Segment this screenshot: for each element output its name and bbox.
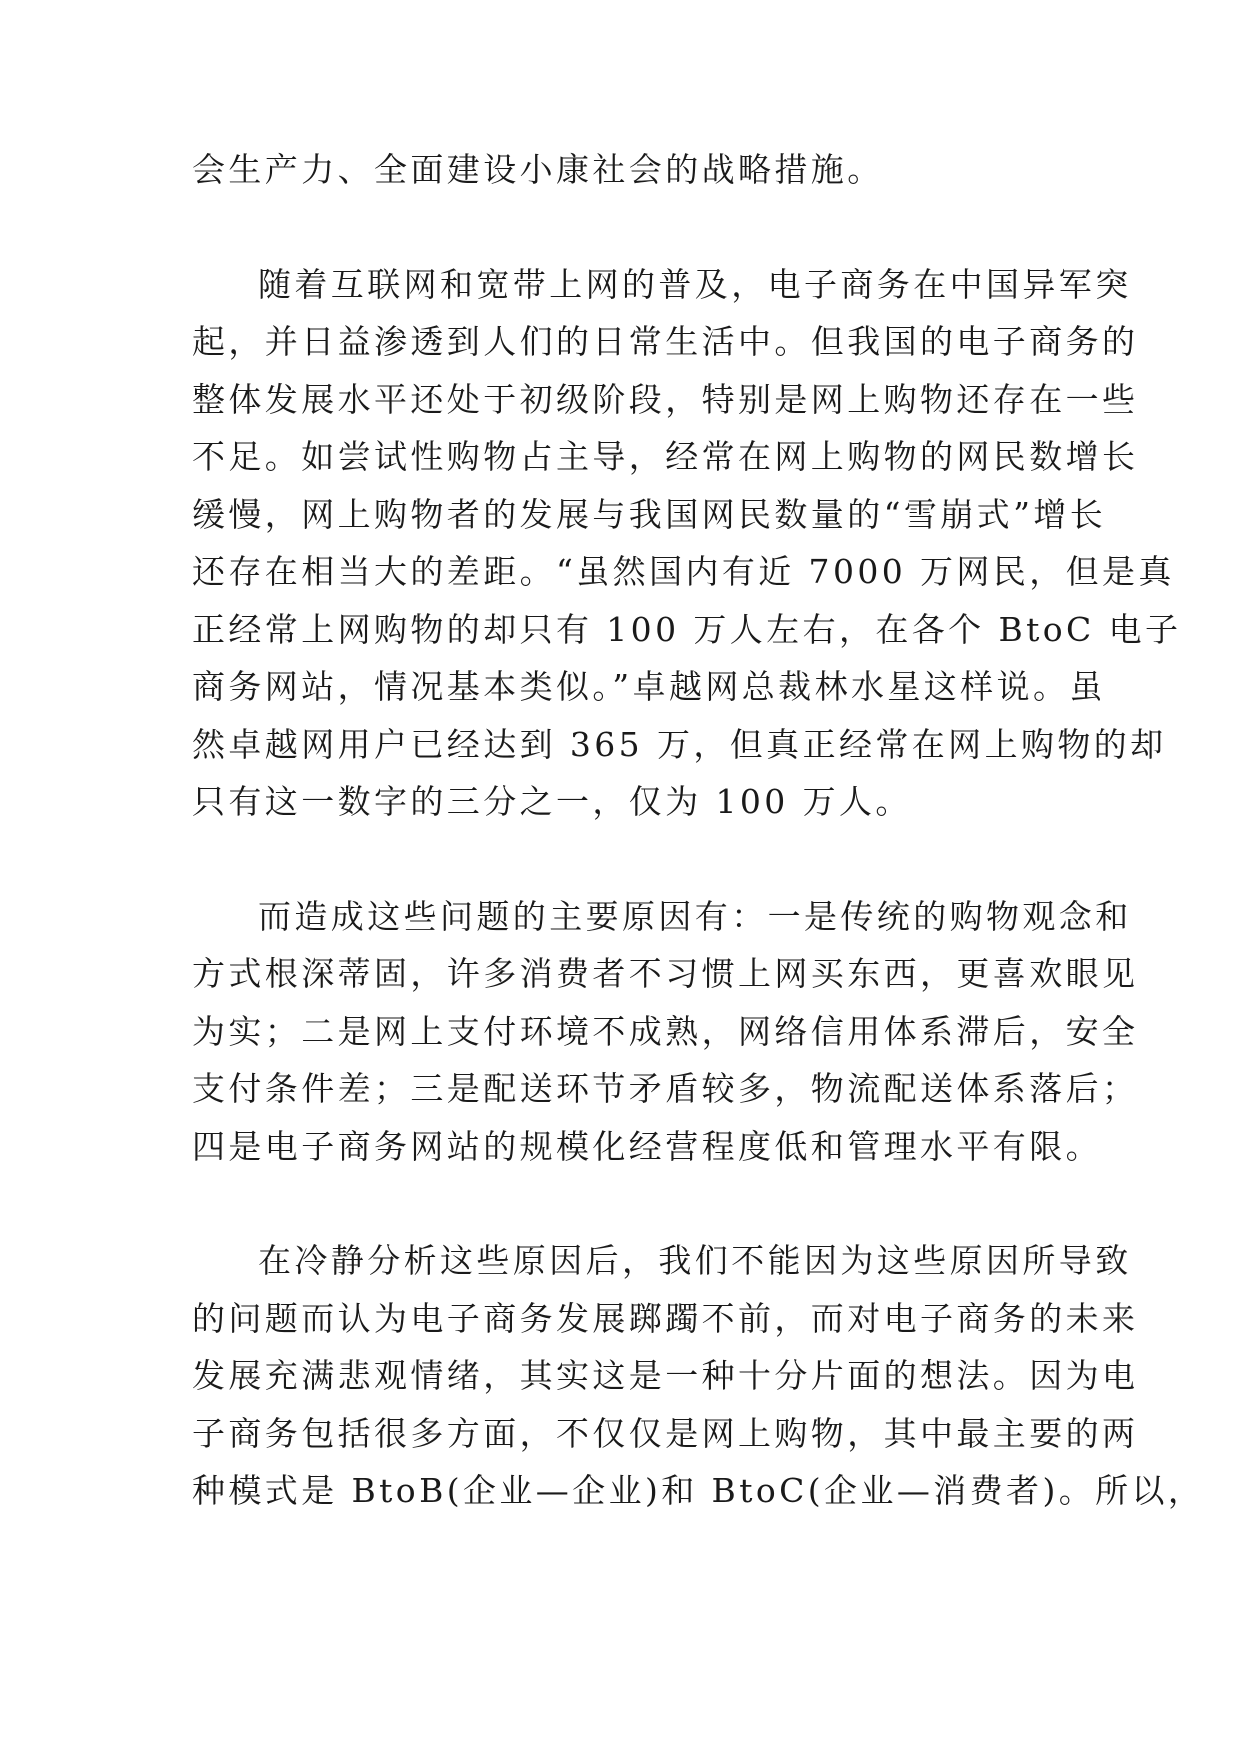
text-line: 支付条件差；三是配送环节矛盾较多，物流配送体系落后；: [192, 1069, 1139, 1108]
text-line: 而造成这些问题的主要原因有：一是传统的购物观念和: [258, 896, 1132, 936]
text-line: 在冷静分析这些原因后，我们不能因为这些原因所导致: [258, 1241, 1132, 1280]
document-page: [192, 150, 1205, 1529]
text-line: 只有这一数字的三分之一，仅为 100 万人。: [192, 782, 912, 821]
text-line: 会生产力、全面建设小康社会的战略措施。: [192, 150, 884, 189]
text-line: 子商务包括很多方面，不仅仅是网上购物，其中最主要的两: [192, 1413, 1139, 1453]
paragraph-3: [192, 896, 1139, 1167]
text-line: 为实；二是网上支付环境不成熟，网络信用体系滞后，安全: [192, 1011, 1139, 1051]
text-line: 随着互联网和宽带上网的普及，电子商务在中国异军突: [258, 264, 1132, 304]
text-line: 不足。如尝试性购物占主导，经常在网上购物的网民数增长: [192, 437, 1139, 476]
text-line: 发展充满悲观情绪，其实这是一种十分片面的想法。因为电: [192, 1356, 1139, 1395]
text-line: 四是电子商务网站的规模化经营程度低和管理水平有限。: [192, 1126, 1102, 1166]
text-line: 还存在相当大的差距。“虽然国内有近 7000 万网民，但是真: [192, 552, 1175, 591]
paragraph-1: [192, 150, 1072, 190]
paragraph-gap: [192, 208, 1072, 265]
text-line: 缓慢，网上购物者的发展与我国网民数量的“雪崩式”增长: [192, 494, 1107, 534]
paragraph-2: [192, 264, 1182, 823]
text-line: 商务网站，情况基本类似。”卓越网总裁林水星这样说。虽: [192, 667, 1106, 706]
text-line: 整体发展水平还处于初级阶段，特别是网上购物还存在一些: [192, 379, 1139, 419]
text-line: 的问题而认为电子商务发展踯躅不前，而对电子商务的未来: [192, 1298, 1139, 1338]
paragraph-gap: [192, 1184, 1072, 1241]
text-line: 种模式是 BtoB(企业—企业)和 BtoC(企业—消费者)。所以，: [192, 1471, 1205, 1510]
text-line: 方式根深蒂固，许多消费者不习惯上网买东西，更喜欢眼见: [192, 954, 1139, 993]
text-line: 起，并日益渗透到人们的日常生活中。但我国的电子商务的: [192, 322, 1139, 361]
paragraph-4: [192, 1241, 1205, 1511]
text-line: 然卓越网用户已经达到 365 万，但真正经常在网上购物的却: [192, 724, 1167, 764]
paragraph-gap: [192, 840, 1072, 897]
text-line: 正经常上网购物的却只有 100 万人左右，在各个 BtoC 电子: [192, 609, 1182, 649]
